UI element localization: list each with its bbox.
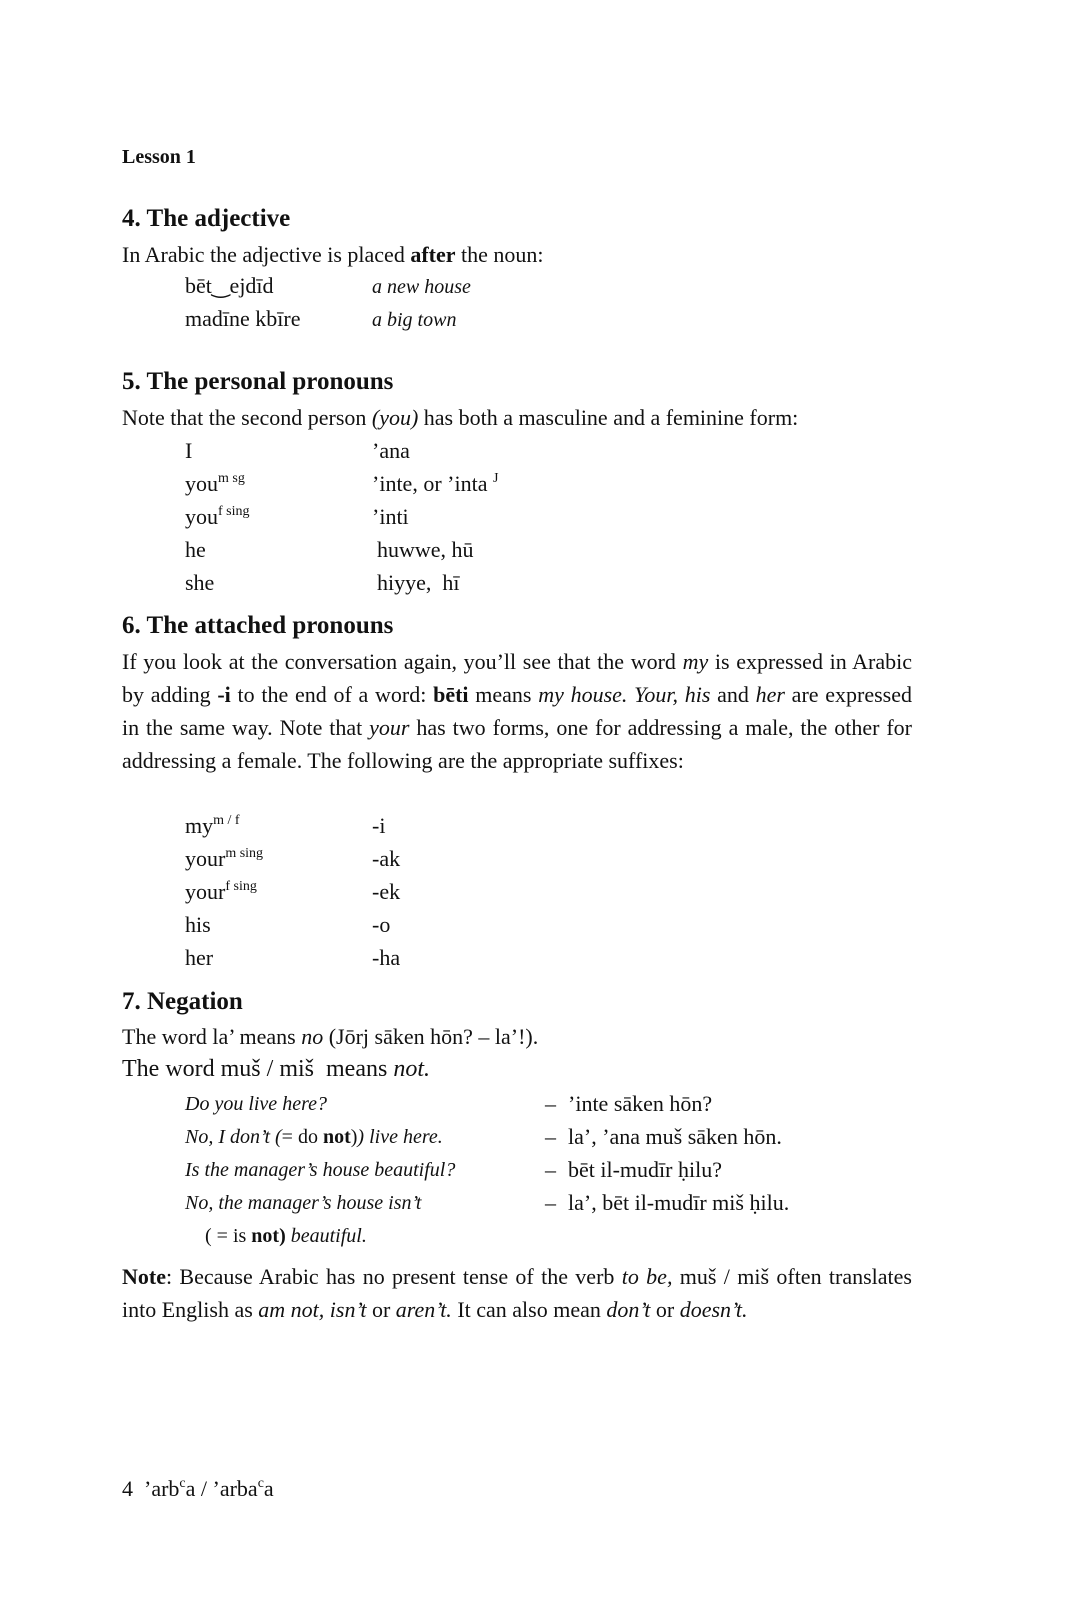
example-arabic: ’inte sāken hōn? (568, 1091, 713, 1116)
section-5-intro: Note that the second person (you) has both a masculine and a feminine form: (122, 405, 799, 430)
example-english: ( = is not) beautiful. (205, 1225, 367, 1247)
pronoun-english: you$^{f sing}$ (185, 504, 250, 529)
suffix-arabic: -ek (372, 879, 401, 904)
page-footer: 4 ’arb$^c$a / ’arba$^c$a (122, 1476, 274, 1501)
negation-line-2: The word muš / miš means not. (122, 1056, 430, 1082)
suffix-english: your$^{f sing}$ (185, 879, 257, 904)
example-arabic: la’, ’ana muš sāken hōn. (568, 1124, 782, 1149)
example-english: No, I don’t (= do not)) live here. (185, 1126, 443, 1148)
example-arabic: la’, bēt il-mudīr miš ḥilu. (568, 1190, 790, 1215)
dash: – (545, 1190, 556, 1215)
example-english: Is the manager’s house beautiful? (185, 1159, 456, 1181)
example-english: Do you live here? (185, 1093, 327, 1115)
suffix-arabic: -ak (372, 846, 401, 871)
example-english: a new house (372, 276, 471, 298)
pronoun-arabic: ’ana (372, 438, 410, 463)
pronoun-arabic: huwwe, hū (377, 537, 474, 562)
example-english: No, the manager’s house isn’t (185, 1192, 422, 1214)
dash: – (545, 1124, 556, 1149)
section-4-heading: 4. The adjective (122, 205, 291, 232)
page-number: 4 (122, 1476, 133, 1501)
suffix-english: her (185, 945, 214, 970)
example-arabic: bēt il-mudīr ḥilu? (568, 1157, 722, 1182)
pronoun-english: she (185, 570, 215, 595)
example-english: a big town (372, 309, 457, 331)
pronoun-english: he (185, 537, 206, 562)
section-6-heading: 6. The attached pronouns (122, 612, 394, 639)
section-6-paragraph: If you look at the conversation again, you’ll see that the word my is expressed in Arabic by adding -i to the end of a word: bēti means my house. Your, his and her are expressed in the same way. Note that your has two forms, one for addressing a male, the other for addressing a female. The following are the appropriate suffixes: (122, 649, 913, 773)
suffix-english: $my^{m / f}$ (185, 813, 240, 838)
section-4-intro: In Arabic the adjective is placed after the noun: (122, 242, 544, 267)
example-arabic: madīne kbīre (185, 306, 301, 331)
lesson-label: Lesson 1 (122, 146, 196, 168)
suffix-english: his (185, 912, 211, 937)
suffix-english: your$^{m sing}$ (185, 846, 264, 871)
pronoun-arabic: ’inte, or ’inta $^J$ (372, 471, 499, 496)
pronoun-arabic: hiyye, hī (377, 570, 460, 595)
suffix-arabic: -i (372, 813, 386, 838)
dash: – (545, 1091, 556, 1116)
example-arabic: bēt‿ejdīd (185, 273, 274, 298)
pronoun-arabic: ’inti (372, 504, 409, 529)
pronoun-english: you$^{m sg}$ (185, 471, 245, 496)
note-paragraph: Note: Because Arabic has no present tense of the verb to be, muš / miš often translates into English as am not, isn’t or aren’t. It can also mean don’t or doesn’t. (122, 1264, 912, 1322)
dash: – (545, 1157, 556, 1182)
section-5-heading: 5. The personal pronouns (122, 368, 394, 395)
negation-line-1: The word la’ means no (Jōrj sāken hōn? – la’!). (122, 1024, 539, 1049)
suffix-arabic: -ha (372, 945, 401, 970)
section-7-heading: 7. Negation (122, 988, 243, 1015)
suffix-arabic: -o (372, 912, 391, 937)
pronoun-english: I (185, 438, 193, 463)
